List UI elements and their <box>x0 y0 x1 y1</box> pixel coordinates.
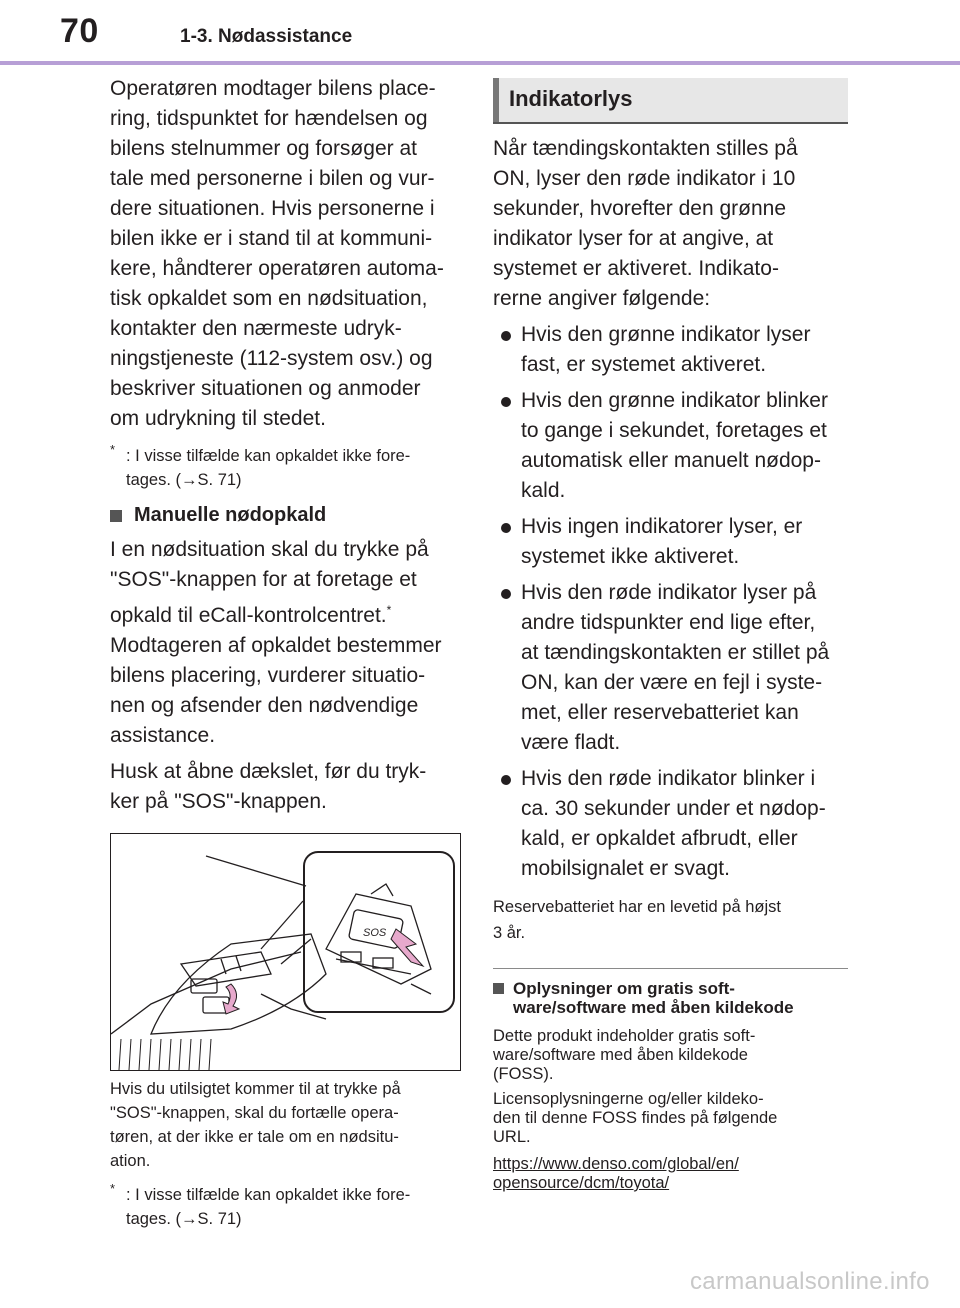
text-line: automatisk eller manuelt nødop- <box>521 449 821 472</box>
footnote-line: : I visse tilfælde kan opkaldet ikke fore- <box>126 1186 411 1204</box>
footnote-line: tages. (→S. 71) <box>126 471 242 489</box>
section-divider <box>493 968 848 969</box>
text-line: sekunder, hvorefter den grønne <box>493 197 787 220</box>
battery-note <box>493 894 848 946</box>
footnote <box>110 444 465 492</box>
caption-line: ation. <box>110 1152 151 1170</box>
indicator-intro-paragraph <box>493 134 848 314</box>
text-line: nen og afsender den nødvendige <box>110 694 419 717</box>
note-line: Reservebatteriet har en levetid på højst <box>493 898 781 916</box>
text-line: kald. <box>521 479 566 502</box>
footnote-star: * <box>110 1181 116 1196</box>
manual-call-paragraph <box>110 535 465 751</box>
text-line: ningstjeneste (112-system osv.) og <box>110 347 433 370</box>
text-line: at tændingskontakten er stillet på <box>521 641 830 664</box>
text-line: beskriver situationen og anmoder <box>110 377 421 400</box>
sos-button-illustration <box>110 833 461 1071</box>
footnote-star: * <box>110 442 116 457</box>
text-line: (FOSS). <box>493 1065 554 1083</box>
open-cover-arrow-icon <box>223 984 239 1014</box>
text-line: systemet ikke aktiveret. <box>521 545 740 568</box>
text-line: Hvis den grønne indikator lyser <box>521 323 811 346</box>
indicator-heading-text: Indikatorlys <box>509 86 633 111</box>
text-line <box>110 595 465 631</box>
intro-paragraph <box>110 74 465 434</box>
caption-line: "SOS"-knappen, skal du fortælle opera- <box>110 1104 399 1122</box>
manual-call-heading <box>110 504 465 527</box>
text-line: Operatøren modtager bilens place- <box>110 77 436 100</box>
sos-button-label: SOS <box>363 927 387 939</box>
text-line: ware/software med åben kildekode <box>493 1046 748 1064</box>
text-line: bilens placering, vurderer situatio- <box>110 664 426 687</box>
caption-line: Hvis du utilsigtet kommer til at trykke på <box>110 1080 401 1098</box>
foss-url-link[interactable] <box>493 1155 848 1193</box>
bullet-icon <box>501 523 511 533</box>
text-line: assistance. <box>110 724 216 747</box>
foss-paragraph-1 <box>493 1027 848 1084</box>
watermark-text: carmanualsonline.info <box>690 1268 930 1295</box>
text-line: kontakter den nærmeste udryk- <box>110 317 402 340</box>
figure-caption <box>110 1077 465 1173</box>
text-line-content: opkald til eCall-kontrolcentret. <box>110 604 387 627</box>
footnote <box>110 1183 465 1231</box>
text-line: "SOS"-knappen for at foretage et <box>110 568 417 591</box>
text-line: kald, er opkaldet afbrudt, eller <box>521 827 798 850</box>
bullet-icon <box>501 331 511 341</box>
footnote-marker: * <box>386 603 392 617</box>
text-line: indikator lyser for at angive, at <box>493 227 774 250</box>
caption-line: tøren, at der ikke er tale om en nødsitu- <box>110 1128 399 1146</box>
text-line: ON, kan der være en fejl i syste- <box>521 671 823 694</box>
foss-paragraph-2 <box>493 1090 848 1147</box>
left-column <box>110 70 465 1231</box>
text-line: ca. 30 sekunder under et nødop- <box>521 797 826 820</box>
heading-line: ware/software med åben kildekode <box>513 998 794 1017</box>
text-line: Licensoplysningerne og/eller kildeko- <box>493 1090 764 1108</box>
text-line: met, eller reservebatteriet kan <box>521 701 799 724</box>
text-line: bilen ikke er i stand til at kommuni- <box>110 227 433 250</box>
section-title: 1-3. Nødassistance <box>180 26 353 47</box>
text-line: Hvis den røde indikator lyser på <box>521 581 817 604</box>
url-line[interactable]: opensource/dcm/toyota/ <box>493 1174 670 1192</box>
header-divider <box>0 61 960 65</box>
text-line: rerne angiver følgende: <box>493 287 711 310</box>
text-line: Hvis den røde indikator blinker i <box>521 767 816 790</box>
text-line: systemet er aktiveret. Indikato- <box>493 257 779 280</box>
text-line: mobilsignalet er svagt. <box>521 857 730 880</box>
text-line: Når tændingskontakten stilles på <box>493 137 798 160</box>
remember-paragraph <box>110 757 465 817</box>
heading-accent-bar <box>493 78 499 122</box>
url-line[interactable]: https://www.denso.com/global/en/ <box>493 1155 739 1173</box>
text-line: om udrykning til stedet. <box>110 407 326 430</box>
list-item <box>493 512 848 572</box>
overhead-console-drawing <box>111 834 460 1070</box>
text-line: tisk opkaldet som en nødsituation, <box>110 287 428 310</box>
bullet-icon <box>501 775 511 785</box>
list-item <box>493 386 848 506</box>
page-header <box>0 0 960 64</box>
list-item <box>493 578 848 758</box>
right-column <box>493 78 848 1193</box>
manual-call-heading-text: Manuelle nødopkald <box>134 504 327 526</box>
heading-line: Oplysninger om gratis soft- <box>513 979 735 998</box>
footnote-line: tages. (→S. 71) <box>126 1210 242 1228</box>
note-line: 3 år. <box>493 924 526 942</box>
text-line: fast, er systemet aktiveret. <box>521 353 767 376</box>
text-line: Hvis den grønne indikator blinker <box>521 389 828 412</box>
page-number: 70 <box>60 12 99 50</box>
text-line: I en nødsituation skal du trykke på <box>110 538 429 561</box>
square-bullet-icon <box>110 510 122 522</box>
footnote-line: : I visse tilfælde kan opkaldet ikke fore- <box>126 447 411 465</box>
bullet-icon <box>501 397 511 407</box>
text-line: Hvis ingen indikatorer lyser, er <box>521 515 803 538</box>
square-bullet-icon <box>493 983 504 994</box>
text-line: ker på "SOS"-knappen. <box>110 790 327 813</box>
list-item <box>493 320 848 380</box>
text-line: Husk at åbne dækslet, før du tryk- <box>110 760 427 783</box>
bullet-icon <box>501 589 511 599</box>
text-line: ring, tidspunktet for hændelsen og <box>110 107 428 130</box>
text-line: andre tidspunkter end lige efter, <box>521 611 816 634</box>
indicator-section-heading <box>493 78 848 124</box>
text-line: Dette produkt indeholder gratis soft- <box>493 1027 756 1045</box>
text-line: ON, lyser den røde indikator i 10 <box>493 167 796 190</box>
text-line: URL. <box>493 1128 531 1146</box>
text-line: dere situationen. Hvis personerne i <box>110 197 435 220</box>
text-line: kere, håndterer operatøren automa- <box>110 257 444 280</box>
text-line: den til denne FOSS findes på følgende <box>493 1109 778 1127</box>
text-line: tale med personerne i bilen og vur- <box>110 167 435 190</box>
text-line: bilens stelnummer og forsøger at <box>110 137 417 160</box>
list-item <box>493 764 848 884</box>
text-line: Modtageren af opkaldet bestemmer <box>110 634 442 657</box>
text-line: to gange i sekundet, foretages et <box>521 419 827 442</box>
foss-heading <box>493 979 848 1017</box>
text-line: være fladt. <box>521 731 621 754</box>
